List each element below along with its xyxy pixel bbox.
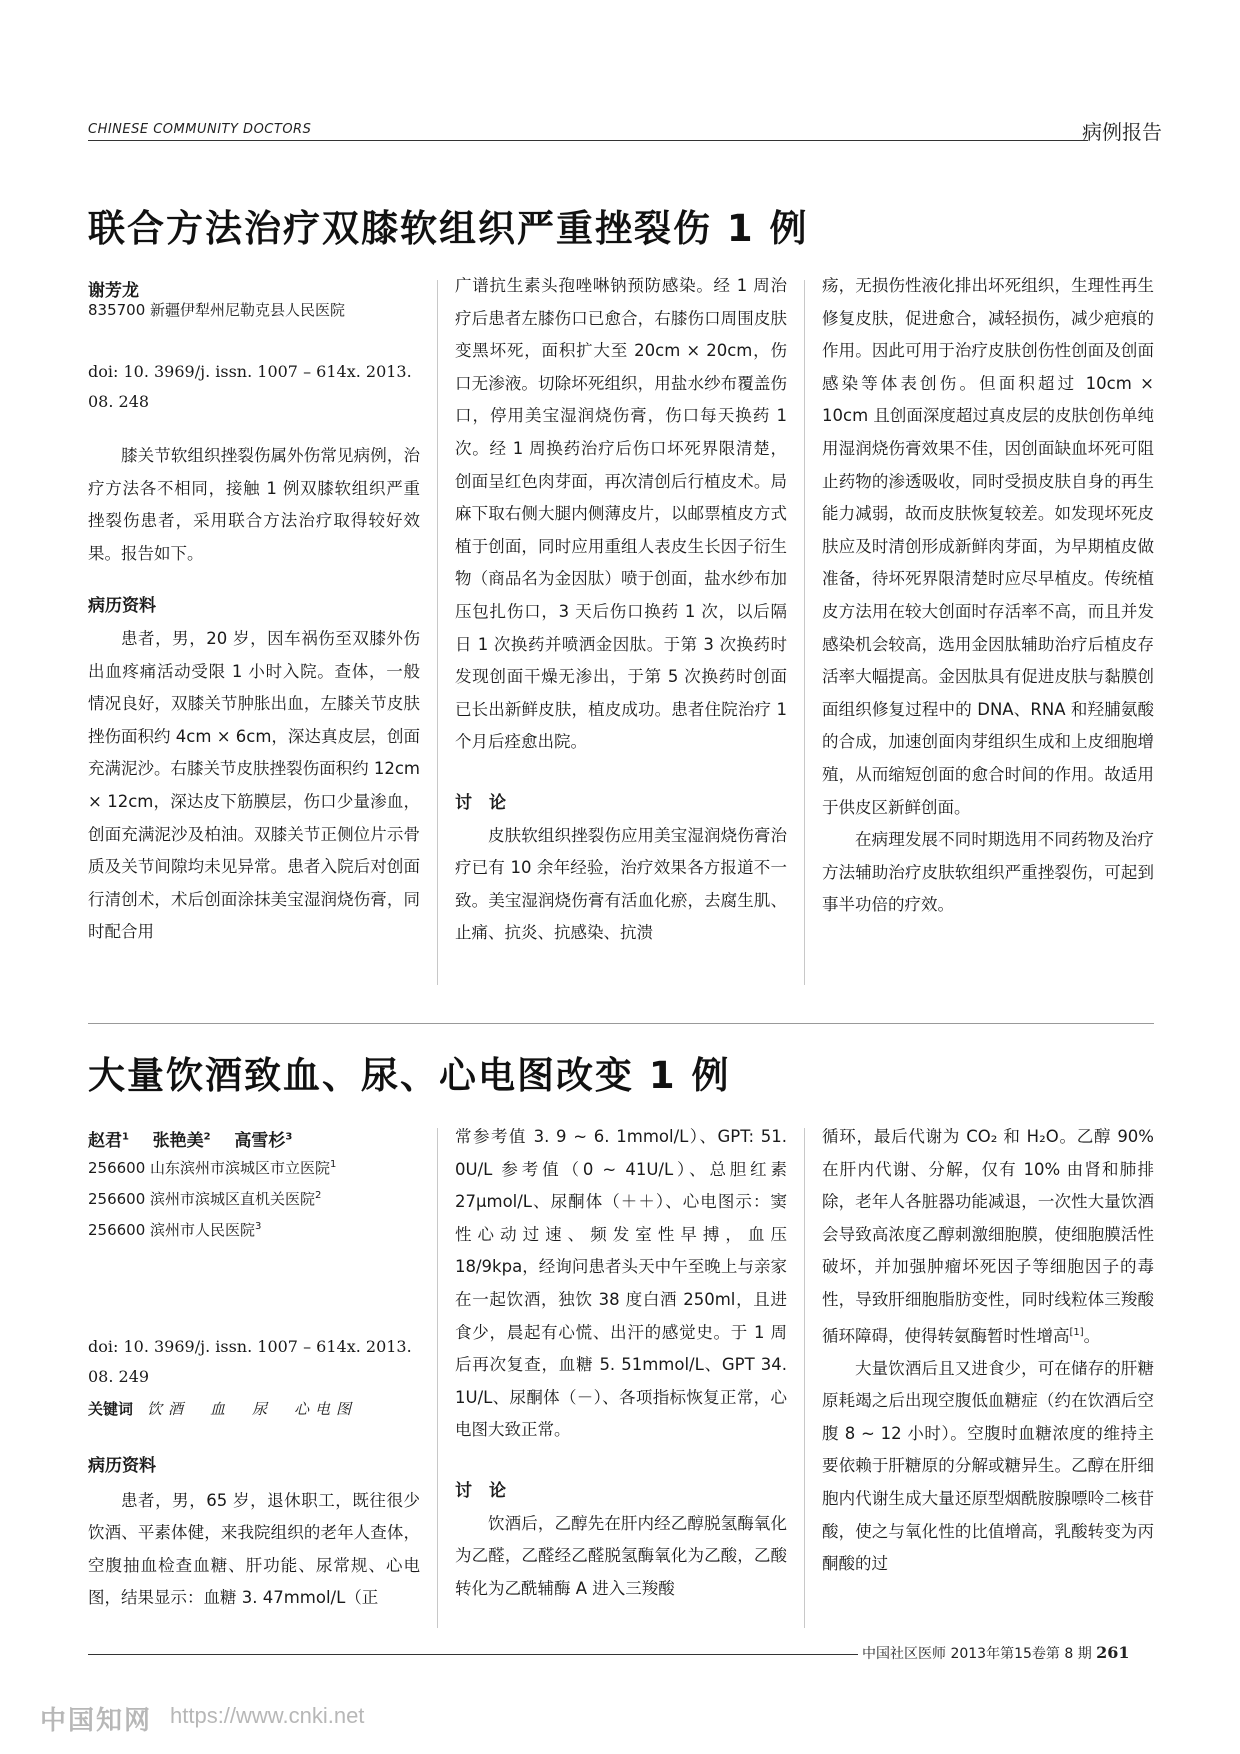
citation-ref: [1]: [1069, 1326, 1084, 1338]
column-divider: [437, 280, 438, 985]
keywords-label: 关键词: [88, 1400, 134, 1418]
article1-case-heading: 病历资料: [88, 596, 156, 617]
article2-case-text: 患者，男，65 岁，退休职工，既往很少饮酒、平素体健，来我院组织的老年人查体，空腹抽血检查血糖、肝功能、尿常规、心电图，结果显示：血糖 3. 47mmol/L（正: [88, 1490, 420, 1608]
article1-col2-text: 广谱抗生素头孢唑啉钠预防感染。经 1 周治疗后患者左膝伤口已愈合，右膝伤口周围皮肤变黑坏死，面积扩大至 20cm × 20cm，伤口无渗液。切除坏死组织，用盐水纱布覆盖伤口，停用美宝湿润烧伤膏，伤口每天换药 1 次。经 1 周换药治疗后伤口坏死界限清楚，创面呈红色肉芽面，再次清创后行植皮术。局麻下取右侧大腿内侧薄皮片，以邮票植皮方式植于创面，同时应用重组人表皮生长因子衍生物（商品名为金因肽）喷于创面，盐水纱布加压包扎伤口，3 天后伤口换药 1 次，以后隔日 1 次换药并喷洒金因肽。于第 3 次换药时发现创面干燥无渗出，于第 5 次换药时创面已长出新鲜皮肤，植皮成功。患者住院治疗 1 个月后痊愈出院。: [455, 276, 787, 752]
article2-case-heading: 病历资料: [88, 1456, 156, 1476]
article1-doi: doi: 10. 3969/j. issn. 1007 – 614x. 2013. 08. 248: [88, 362, 412, 411]
article2-doi: doi: 10. 3969/j. issn. 1007 – 614x. 2013. 08. 249: [88, 1337, 412, 1386]
article1-col1: [88, 440, 420, 949]
footer-citation: [862, 1643, 1130, 1663]
column-divider: [804, 1128, 805, 1628]
journal-issue: 中国社区医师 2013年第15卷第 8 期: [862, 1646, 1092, 1662]
author-name: 赵君: [88, 1131, 122, 1151]
article2-title: 大量饮酒致血、尿、心电图改变 1 例: [88, 1054, 731, 1097]
section-label: 病例报告: [1082, 120, 1162, 144]
article1-title: 联合方法治疗双膝软组织严重挫裂伤 1 例: [88, 207, 809, 250]
column-divider: [437, 1128, 438, 1628]
page-number: 261: [1096, 1643, 1130, 1662]
affiliation: 256600 滨州市滨城区直机关医院: [88, 1190, 316, 1208]
column-divider: [804, 280, 805, 985]
footer-rule: [88, 1654, 858, 1655]
article1-discussion-text: 皮肤软组织挫裂伤应用美宝湿润烧伤膏治疗已有 10 余年经验，治疗效果各方报道不一致。美宝湿润烧伤膏有活血化瘀，去腐生肌、止痛、抗炎、抗感染、抗溃: [455, 825, 787, 943]
affiliation: 256600 山东滨州市滨城区市立医院: [88, 1159, 331, 1177]
article2-col1: [88, 1450, 420, 1615]
article-separator: [88, 1023, 1154, 1024]
author-name: 张艳美: [152, 1131, 204, 1151]
article2-col3-text: 循环，最后代谢为 CO₂ 和 H₂O。乙醇 90% 在肝内代谢、分解，仅有 10% 由肾和肺排除，老年人各脏器功能减退，一次性大量饮酒会导致高浓度乙醇刺激细胞膜，使细胞膜活性破坏，并加强肿瘤坏死因子等细胞因子的毒性，导致肝细胞脂肪变性，同时线粒体三羧酸循环障碍，使得转氨酶暂时性增高[1]。: [822, 1127, 1154, 1346]
article1-affiliation: 835700 新疆伊犁州尼勒克县人民医院: [88, 301, 346, 319]
author-name: 高雪杉: [234, 1131, 286, 1151]
article2-col2: [455, 1121, 787, 1605]
article1-case-text: 患者，男，20 岁，因车祸伤至双膝外伤出血疼痛活动受限 1 小时入院。查体，一般情况良好，双膝关节肿胀出血，左膝关节皮肤挫伤面积约 4cm × 6cm，深达真皮层，创面充满泥沙。右膝关节皮肤挫裂伤面积约 12cm × 12cm，深达皮下筋膜层，伤口少量渗血，创面充满泥沙及柏油。双膝关节正侧位片示骨质及关节间隙均未见异常。患者入院后对创面行清创术，术后创面涂抹美宝湿润烧伤膏，同时配合用: [88, 628, 420, 942]
article2-col3-text2: 大量饮酒后且又进食少，可在储存的肝糖原耗竭之后出现空腹低血糖症（约在饮酒后空腹 8 ~ 12 小时）。空腹时血糖浓度的维持主要依赖于肝糖原的分解或糖异生。乙醇在肝细胞内代谢生成大量还原型烟酰胺腺嘌呤二核苷酸，使之与氧化性的比值增高，乳酸转变为丙酮酸的过: [822, 1358, 1154, 1574]
article2-col3: [822, 1121, 1154, 1581]
article2-keywords: [88, 1398, 357, 1419]
cnki-url[interactable]: https://www.cnki.net: [170, 1703, 365, 1728]
article1-col2: [455, 270, 787, 950]
article1-conclusion: 在病理发展不同时期选用不同药物及治疗方法辅助治疗皮肤软组织严重挫裂伤，可起到事半功倍的疗效。: [822, 830, 1154, 915]
article2-discussion-heading: 讨 论: [455, 1480, 506, 1501]
article2-discussion-text: 饮酒后，乙醇先在肝内经乙醇脱氢酶氧化为乙醛，乙醛经乙醛脱氢酶氧化为乙酸，乙酸转化为乙酰辅酶 A 进入三羧酸: [455, 1513, 787, 1598]
article1-discussion-heading: 讨 论: [455, 792, 506, 813]
journal-name-en: CHINESE COMMUNITY DOCTORS: [88, 122, 312, 137]
keywords-terms: 饮酒 血 尿 心电图: [147, 1400, 358, 1418]
article1-col3-text: 疡，无损伤性液化排出坏死组织，生理性再生修复皮肤，促进愈合，减轻损伤，减少疤痕的作用。因此可用于治疗皮肤创伤性创面及创面感染等体表创伤。但面积超过 10cm × 10cm 且创面深度超过真皮层的皮肤创伤单纯用湿润烧伤膏效果不佳，因创面缺血坏死可阻止药物的渗透吸收，同时受损皮肤自身的再生能力减弱，故而皮肤恢复较差。如发现坏死皮肤应及时清创形成新鲜肉芽面，为早期植皮做准备，待坏死界限清楚时应尽早植皮。传统植皮方法用在较大创面时存活率不高，而且并发感染机会较高，选用金因肽辅助治疗后植皮存活率大幅提高。金因肽具有促进皮肤与黏膜创面组织修复过程中的 DNA、RNA 和羟脯氨酸的合成，加速创面肉芽组织生成和上皮细胞增殖，从而缩短创面的愈合时间的作用。故适用于供皮区新鲜创面。: [822, 276, 1154, 817]
article1-author: 谢芳龙: [88, 281, 139, 301]
article1-col3: [822, 270, 1154, 922]
article2-authors: 赵君$^1$ 张艳美$^2$ 高雪杉$^3$: [88, 1131, 293, 1151]
article2-affiliations: 256600 山东滨州市滨城区市立医院$^1$ 256600 滨州市滨城区直机关医院$^2$ 256600 滨州市人民医院$^3$: [88, 1159, 337, 1239]
affiliation: 256600 滨州市人民医院: [88, 1221, 256, 1239]
header-rule: [88, 140, 1088, 141]
article2-col2-text: 常参考值 3. 9 ~ 6. 1mmol/L）、GPT: 51. 0U/L 参考值（0 ~ 41U/L）、总胆红素 27μmol/L、尿酮体（＋＋）、心电图示：窦性心动过速、频发室性早搏，血压 18/9kpa，经询问患者头天中午至晚上与亲家在一起饮酒，独饮 38 度白酒 250ml，且进食少，晨起有心慌、出汗的感觉史。于 1 周后再次复查，血糖 5. 51mmol/L、GPT 34. 1U/L、尿酮体（－）、各项指标恢复正常，心电图大致正常。: [455, 1127, 787, 1440]
cnki-logo: 中国知网: [40, 1706, 153, 1736]
article1-abstract: 膝关节软组织挫裂伤属外伤常见病例，治疗方法各不相同，接触 1 例双膝软组织严重挫裂伤患者，采用联合方法治疗取得较好效果。报告如下。: [88, 446, 420, 563]
